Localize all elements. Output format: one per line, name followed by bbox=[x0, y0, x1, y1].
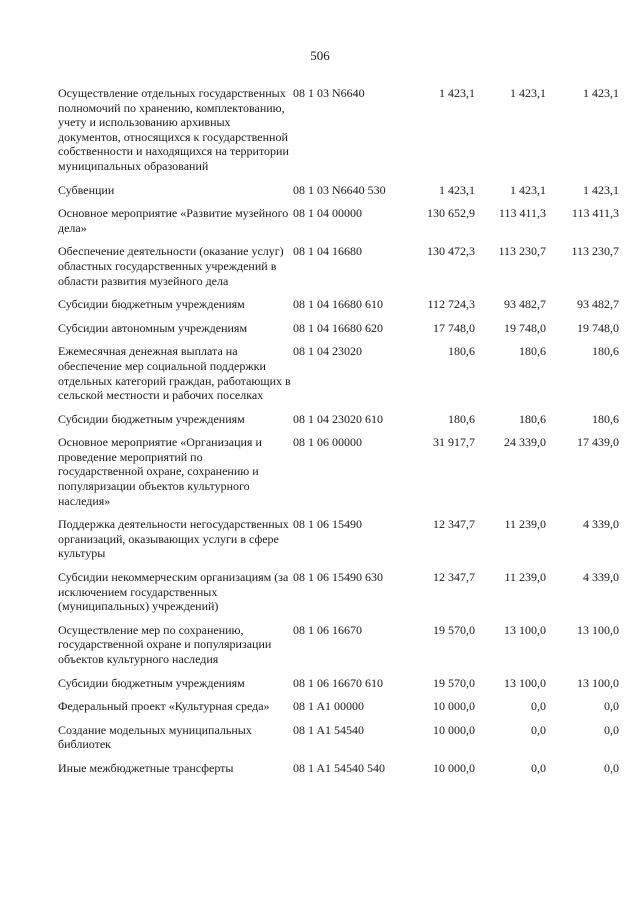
row-value-2: 113 230,7 bbox=[498, 244, 546, 259]
row-value-3: 180,6 bbox=[592, 411, 619, 426]
row-value-3: 0,0 bbox=[604, 760, 619, 775]
row-value-3: 113 411,3 bbox=[571, 206, 619, 221]
row-description: Ежемесячная денежная выплата на обеспечение мер социальной поддержки отдельных категорий граждан, работающих в сельской местности и рабочих поселках bbox=[58, 344, 291, 403]
row-value-1: 10 000,0 bbox=[433, 722, 475, 737]
row-value-2: 0,0 bbox=[531, 722, 546, 737]
row-value-2: 19 748,0 bbox=[504, 320, 546, 335]
row-value-2: 11 239,0 bbox=[504, 570, 546, 585]
row-value-1: 17 748,0 bbox=[433, 320, 475, 335]
row-description: Субсидии бюджетным учреждениям bbox=[58, 675, 245, 690]
row-code: 08 1 06 16670 bbox=[293, 622, 362, 637]
table-row bbox=[58, 723, 628, 752]
table-row bbox=[58, 321, 628, 336]
row-value-1: 1 423,1 bbox=[439, 182, 475, 197]
row-code: 08 1 04 23020 610 bbox=[293, 411, 383, 426]
row-code: 08 1 04 16680 bbox=[293, 244, 362, 259]
row-value-2: 93 482,7 bbox=[504, 297, 546, 312]
row-description: Обеспечение деятельности (оказание услуг) областных государственных учреждений в области развития музейного дела bbox=[58, 244, 284, 288]
row-description: Основное мероприятие «Развитие музейного дела» bbox=[58, 206, 289, 235]
row-value-2: 113 411,3 bbox=[498, 206, 546, 221]
table-row bbox=[58, 761, 628, 776]
table-row bbox=[58, 517, 628, 561]
row-value-3: 13 100,0 bbox=[577, 675, 619, 690]
row-value-2: 180,6 bbox=[519, 411, 546, 426]
row-description: Иные межбюджетные трансферты bbox=[58, 760, 234, 775]
row-value-2: 1 423,1 bbox=[510, 86, 546, 100]
row-value-3: 4 339,0 bbox=[583, 570, 619, 585]
row-value-3: 93 482,7 bbox=[577, 297, 619, 312]
row-description: Осуществление мер по сохранению, государственной охране и популяризации объектов культурного наследия bbox=[58, 622, 272, 666]
row-code: 08 1 04 16680 620 bbox=[293, 320, 383, 335]
row-code: 08 1 03 N6640 bbox=[293, 86, 365, 100]
row-value-2: 13 100,0 bbox=[504, 622, 546, 637]
row-value-1: 31 917,7 bbox=[433, 435, 475, 450]
row-value-1: 1 423,1 bbox=[439, 86, 475, 100]
budget-table bbox=[58, 86, 628, 785]
row-value-2: 0,0 bbox=[531, 760, 546, 775]
table-row bbox=[58, 435, 628, 508]
row-description: Субвенции bbox=[58, 182, 115, 197]
row-value-1: 12 347,7 bbox=[433, 570, 475, 585]
row-description: Создание модельных муниципальных библиотек bbox=[58, 722, 252, 752]
table-row bbox=[58, 570, 628, 614]
row-description: Основное мероприятие «Организация и проведение мероприятий по государственной охране, сохранению и популяризации объектов культурного наследия» bbox=[58, 435, 262, 508]
row-value-2: 180,6 bbox=[519, 344, 546, 359]
table-row bbox=[58, 244, 628, 288]
row-value-2: 13 100,0 bbox=[504, 675, 546, 690]
table-row bbox=[58, 676, 628, 691]
row-value-1: 12 347,7 bbox=[433, 517, 475, 532]
row-value-3: 180,6 bbox=[592, 344, 619, 359]
row-value-2: 24 339,0 bbox=[504, 435, 546, 450]
row-description: Субсидии бюджетным учреждениям bbox=[58, 411, 245, 426]
row-value-2: 0,0 bbox=[531, 699, 546, 714]
row-value-1: 180,6 bbox=[448, 411, 475, 426]
table-row bbox=[58, 297, 628, 312]
table-row bbox=[58, 699, 628, 714]
row-code: 08 1 04 00000 bbox=[293, 206, 362, 221]
row-description: Субсидии автономным учреждениям bbox=[58, 320, 248, 335]
row-value-1: 130 652,9 bbox=[427, 206, 475, 221]
page-number: 506 bbox=[310, 48, 330, 63]
row-code: 08 1 06 15490 bbox=[293, 517, 362, 532]
row-value-1: 180,6 bbox=[448, 344, 475, 359]
table-row bbox=[58, 183, 628, 198]
row-value-1: 112 724,3 bbox=[427, 297, 475, 312]
table-row bbox=[58, 344, 628, 402]
row-value-2: 11 239,0 bbox=[504, 517, 546, 532]
row-description: Осуществление отдельных государственных полномочий по хранению, комплектованию, учету и использованию архивных документов, относящихся к государственной собственности и находящихся на территории муниципальных образований bbox=[58, 86, 289, 173]
row-code: 08 1 A1 00000 bbox=[293, 699, 365, 714]
row-value-3: 19 748,0 bbox=[577, 320, 619, 335]
row-value-3: 13 100,0 bbox=[577, 622, 619, 637]
row-code: 08 1 03 N6640 530 bbox=[293, 182, 386, 197]
row-description: Поддержка деятельности негосударственных организаций, оказывающих услуги в сфере культуры bbox=[58, 517, 289, 561]
row-value-2: 1 423,1 bbox=[510, 182, 546, 197]
row-value-1: 19 570,0 bbox=[433, 675, 475, 690]
row-code: 08 1 A1 54540 540 bbox=[293, 760, 386, 775]
row-value-3: 113 230,7 bbox=[571, 244, 619, 259]
row-value-3: 0,0 bbox=[604, 699, 619, 714]
table-row bbox=[58, 412, 628, 427]
row-value-3: 0,0 bbox=[604, 722, 619, 737]
row-description: Федеральный проект «Культурная среда» bbox=[58, 699, 270, 714]
row-value-3: 1 423,1 bbox=[583, 182, 619, 197]
row-code: 08 1 06 00000 bbox=[293, 435, 362, 450]
row-code: 08 1 06 16670 610 bbox=[293, 675, 383, 690]
row-value-1: 10 000,0 bbox=[433, 760, 475, 775]
table-row bbox=[58, 86, 628, 174]
row-value-1: 10 000,0 bbox=[433, 699, 475, 714]
row-code: 08 1 06 15490 630 bbox=[293, 570, 383, 585]
row-code: 08 1 04 23020 bbox=[293, 344, 362, 359]
row-description: Субсидии некоммерческим организациям (за исключением государственных (муниципальных) учреждений) bbox=[58, 570, 289, 614]
row-value-3: 17 439,0 bbox=[577, 435, 619, 450]
row-value-3: 4 339,0 bbox=[583, 517, 619, 532]
row-description: Субсидии бюджетным учреждениям bbox=[58, 297, 245, 312]
table-row bbox=[58, 206, 628, 235]
row-value-1: 19 570,0 bbox=[433, 622, 475, 637]
row-value-3: 1 423,1 bbox=[583, 86, 619, 100]
table-row bbox=[58, 623, 628, 667]
row-code: 08 1 A1 54540 bbox=[293, 722, 365, 737]
row-code: 08 1 04 16680 610 bbox=[293, 297, 383, 312]
row-value-1: 130 472,3 bbox=[427, 244, 475, 259]
